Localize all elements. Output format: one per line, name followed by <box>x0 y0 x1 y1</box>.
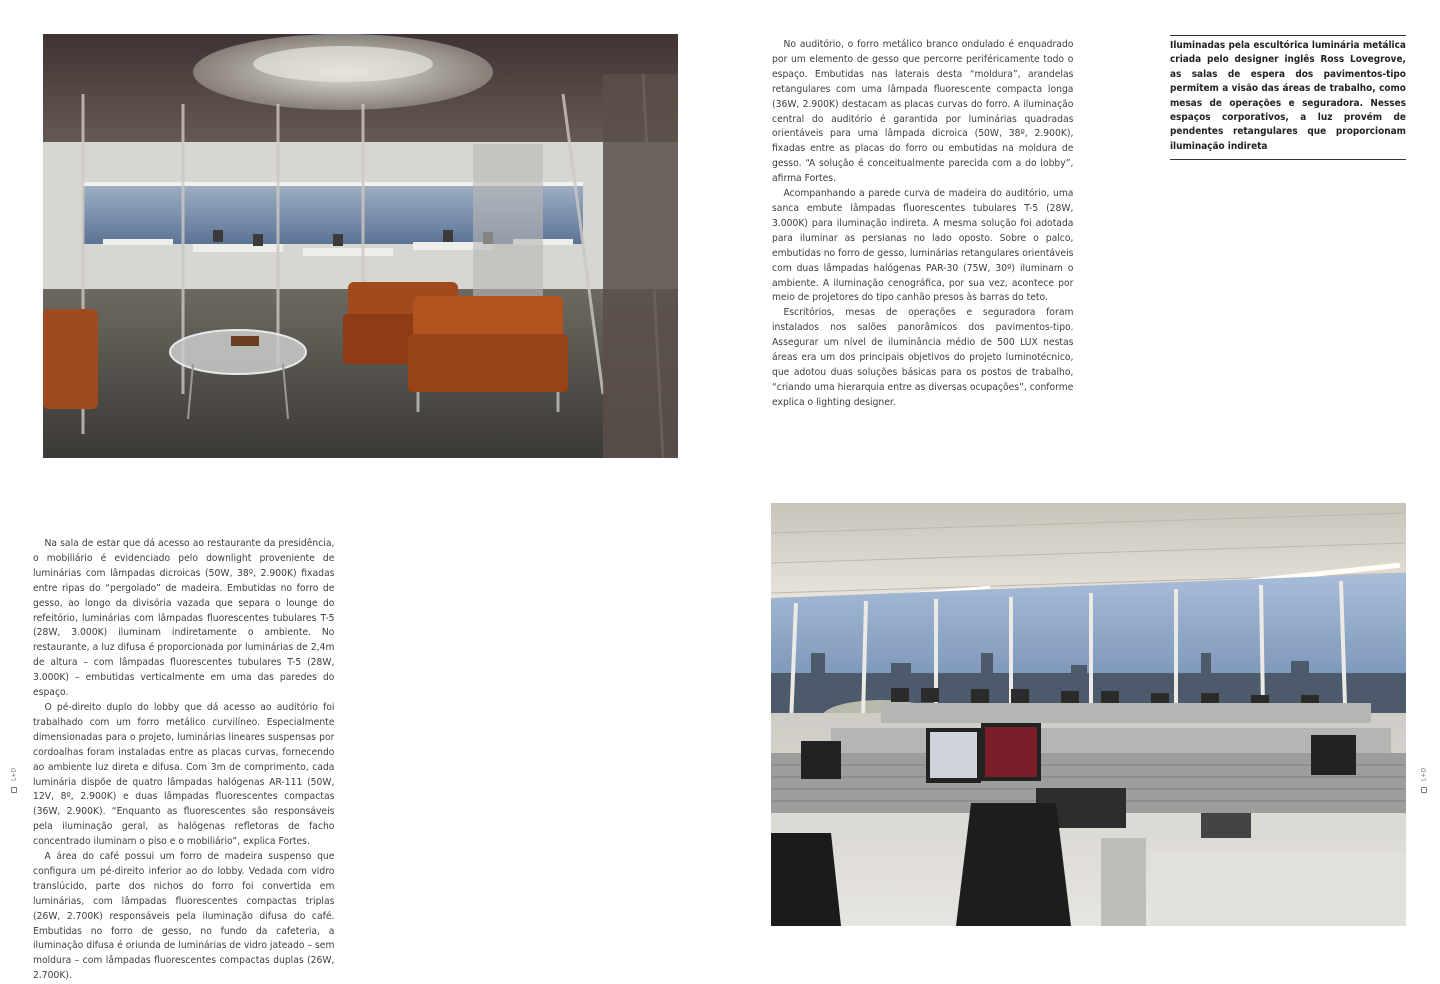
photo-open-office <box>771 503 1406 926</box>
photo-caption <box>1170 35 1406 160</box>
paragraph: Escritórios, mesas de operações e seguradora foram instalados nos salões panorâmicos dos pavimentos-tipo. Assegurar um nível de iluminância médio de 500 LUX nestas áreas era um dos principais objetivos do projeto luminotécnico, que adotou duas soluções básicas para os postos de trabalho, “criando uma hierarquia entre as diversas ocupações”, conforme explica o lighting designer. <box>772 307 1074 408</box>
folio-text: L+D <box>10 768 18 781</box>
folio-text: L+D <box>1420 768 1428 781</box>
paragraph: Acompanhando a parede curva de madeira do auditório, uma sanca embute lâmpadas fluorescentes tubulares T-5 (28W, 3.000K) para iluminação indireta. A mesma solução foi adotada para iluminar as persianas no lado oposto. Sobre o palco, embutidas no forro de gesso, luminárias retangulares orientáveis com duas lâmpadas halógenas PAR-30 (75W, 30º) iluminam o ambiente. A iluminação cenográfica, por sua vez, acontece por meio de projetores do tipo canhão presos às barras do teto. <box>772 188 1074 304</box>
article-text-top <box>772 38 1073 411</box>
folio-mark-icon <box>1421 787 1427 793</box>
article-text-bottom <box>33 537 334 984</box>
caption-text: Iluminadas pela escultórica luminária metálica criada pelo designer inglês Ross Lovegrove, as salas de espera dos pavimentos-tipo permitem a visão das áreas de trabalho, como mesas de operações e seguradora. Nesses espaços corporativos, a luz provém de pendentes retangulares que proporcionam iluminação indireta <box>1170 40 1406 152</box>
office-lounge-photo <box>43 34 678 458</box>
photo-lounge <box>43 34 678 458</box>
open-plan-office-photo <box>771 503 1406 926</box>
paragraph: No auditório, o forro metálico branco ondulado é enquadrado por um elemento de gesso que percorre periféricamente todo o espaço. Embutidas nas laterais desta “moldura”, arandelas retangulares com uma lâmpada fluorescente compacta longa (36W, 2.900K) destacam as placas curvas do forro. A iluminação central do auditório é garantida por luminárias quadradas orientáveis para uma lâmpada dicroica (50W, 38º, 2.900K), fixadas entre as placas do forro ou embutidas na moldura de gesso. “A solução é conceitualmente parecida com a do lobby”, afirma Fortes. <box>772 39 1074 185</box>
folio-right <box>1419 768 1429 793</box>
paragraph: A área do café possui um forro de madeira suspenso que configura um pé-direito inferior ao do lobby. Vedada com vidro translúcido, parte dos nichos do forro foi convertida em luminárias, com lâmpadas fluorescentes compactas triplas (26W, 2.700K) responsáveis pela iluminação difusa do café. Embutidas no forro de gesso, no fundo da cafeteria, a iluminação difusa é oriunda de luminárias de vidro jateado – sem moldura – com lâmpadas fluorescentes compactas duplas (26W, 2.700K). <box>33 851 335 982</box>
folio-mark-icon <box>11 787 17 793</box>
folio-left <box>9 768 19 793</box>
paragraph: Na sala de estar que dá acesso ao restaurante da presidência, o mobiliário é evidenciado pelo downlight proveniente de luminárias com lâmpadas dicroicas (50W, 38º, 2.900K) fixadas entre ripas do “pergolado” de madeira. Embutidas no forro de gesso, ao longo da divisória vazada que separa o lounge do refeitório, luminárias com lâmpadas fluorescentes tubulares T-5 (28W, 3.000K) iluminam indiretamente o ambiente. No restaurante, a luz difusa é proporcionada por luminárias de 2,4m de altura – com lâmpadas fluorescentes tubulares T-5 (28W, 3.000K) – embutidas verticalmente em uma das paredes do espaço. <box>33 538 335 699</box>
paragraph: O pé-direito duplo do lobby que dá acesso ao auditório foi trabalhado com um forro metálico curvilíneo. Especialmente dimensionadas para o projeto, luminárias lineares suspensas por cordoalhas foram instaladas entre as placas curvas, fornecendo ao ambiente luz direta e difusa. Com 3m de comprimento, cada luminária dispõe de quatro lâmpadas halógenas AR-111 (50W, 12V, 8º, 2.900K) e duas lâmpadas fluorescentes compactas (36W, 2.900K). “Enquanto as fluorescentes são responsáveis pela iluminação geral, as halógenas refletoras de facho concentrado iluminam o piso e o mobiliário”, explica Fortes. <box>33 701 335 848</box>
